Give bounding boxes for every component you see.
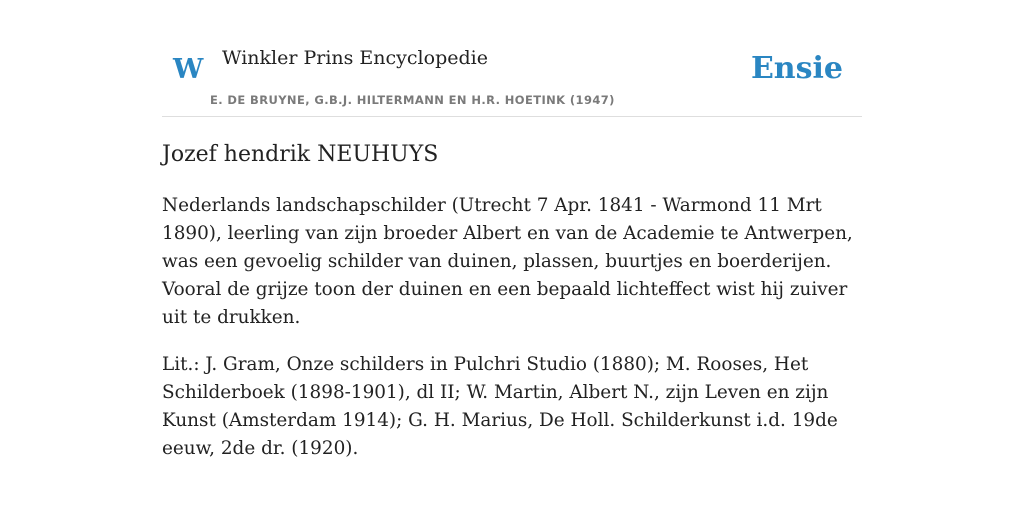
source-title-link[interactable]: Winkler Prins Encyclopedie xyxy=(222,47,488,69)
entry-title: Jozef hendrik NEUHUYS xyxy=(162,142,439,167)
source-header xyxy=(162,36,862,117)
ensie-logo-link[interactable]: Ensie xyxy=(750,51,843,86)
source-authors: E. DE BRUYNE, G.B.J. HILTERMANN EN H.R. HOETINK (1947) xyxy=(210,93,615,107)
entry-body xyxy=(162,192,862,482)
entry-literature: Lit.: J. Gram, Onze schilders in Pulchri Studio (1880); M. Rooses, Het Schilderboek (1898-1901), dl II; W. Martin, Albert N., zijn Leven en zijn Kunst (Amsterdam 1914); G. H. Marius, De Holl. Schilderkunst i.d. 19de eeuw, 2de dr. (1920). xyxy=(162,354,838,459)
winkler-prins-logo[interactable]: W xyxy=(173,54,204,85)
entry-paragraph: Nederlands landschapschilder (Utrecht 7 Apr. 1841 - Warmond 11 Mrt 1890), leerling van zijn broeder Albert en van de Academie te Antwerpen, was een gevoelig schilder van duinen, plassen, buurtjes en boerderijen. Vooral de grijze toon der duinen en een bepaald lichteffect wist hij zuiver uit te drukken. xyxy=(162,195,853,328)
